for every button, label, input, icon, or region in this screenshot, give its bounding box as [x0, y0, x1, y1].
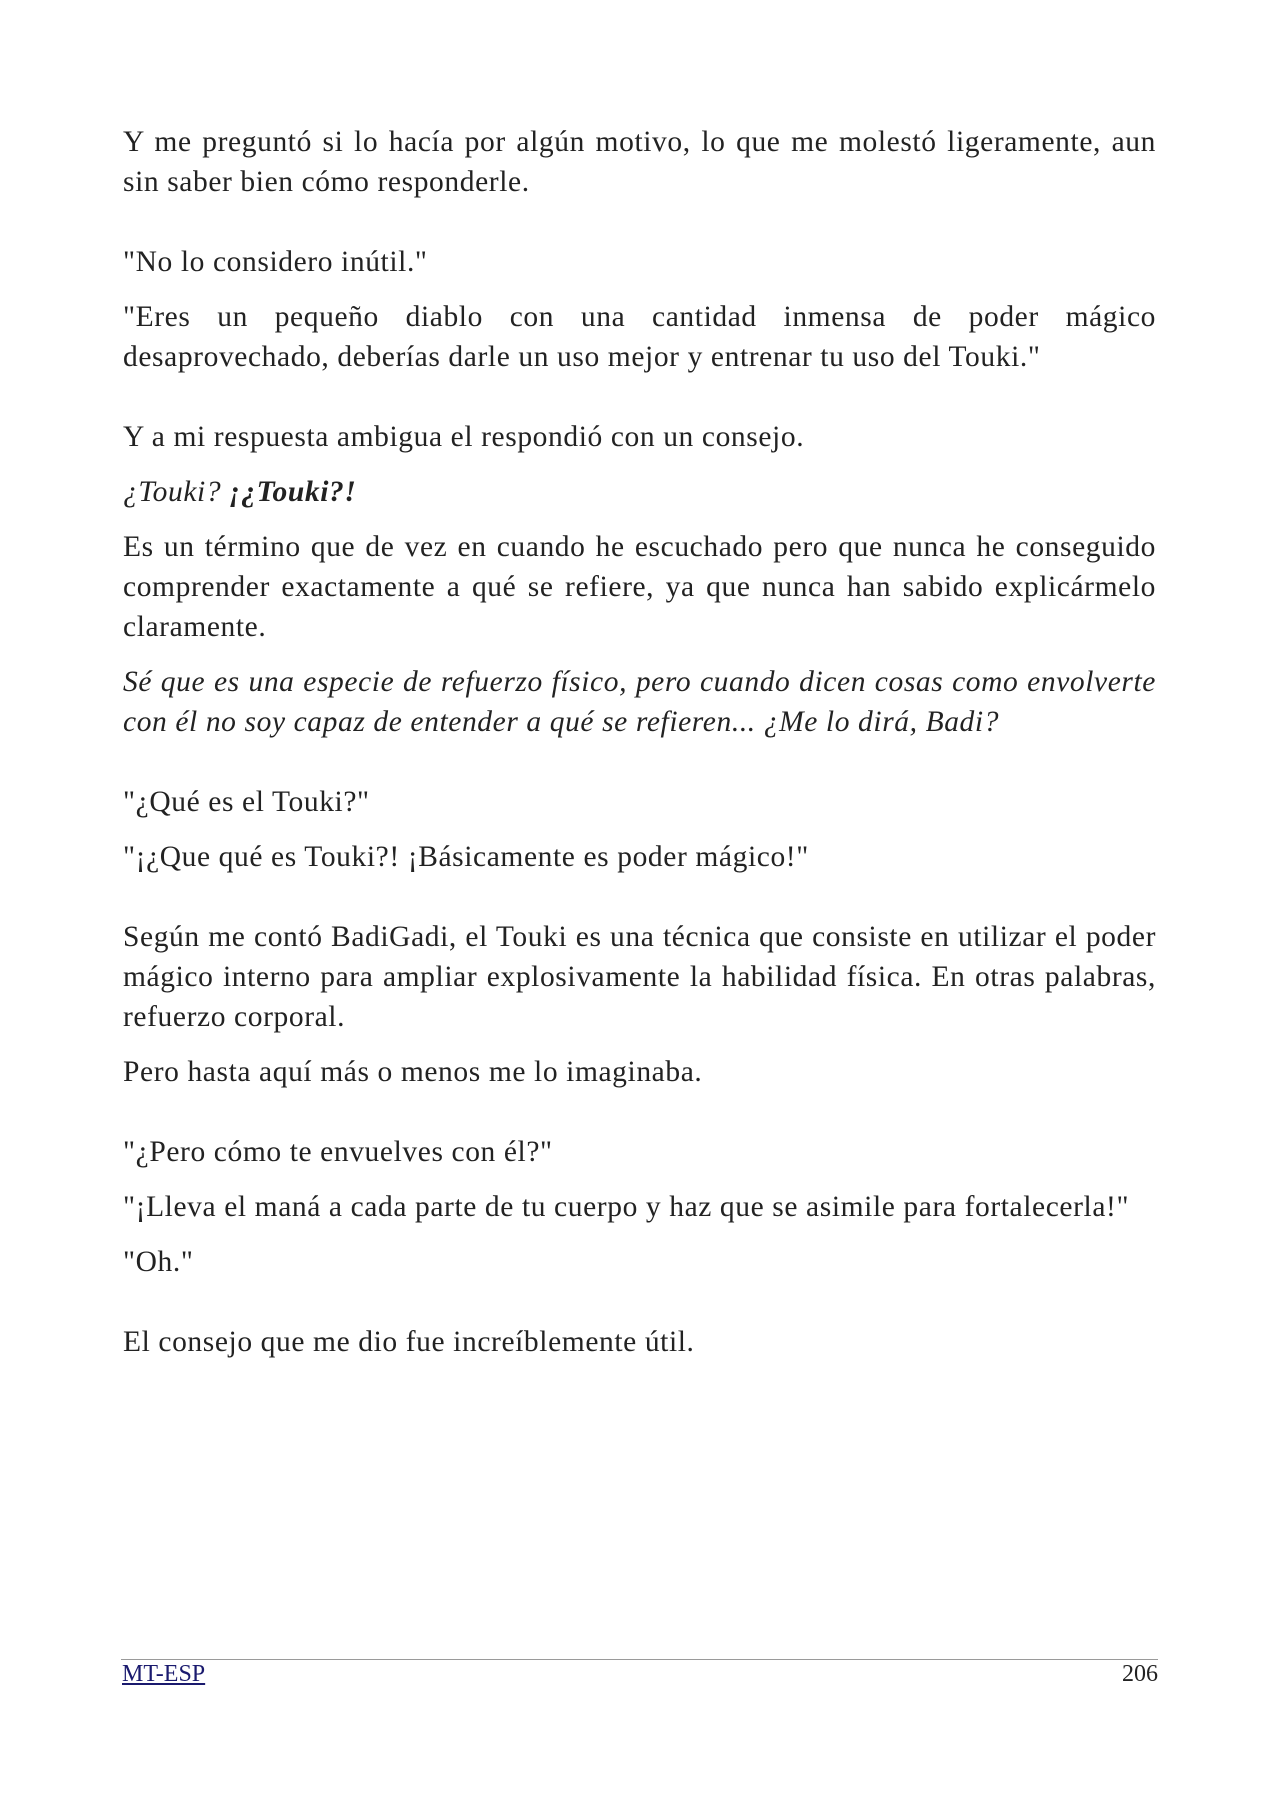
- paragraph: Y a mi respuesta ambigua el respondió con un consejo.: [123, 421, 805, 453]
- paragraph: El consejo que me dio fue increíblemente útil.: [123, 1326, 695, 1358]
- paragraph: Es un término que de vez en cuando he escuchado pero que nunca he conseguido comprender exactamente a qué se refiere, ya que nunca han sabido explicármelo claramente.: [123, 531, 1156, 643]
- footer-link[interactable]: MT-ESP: [122, 1661, 206, 1687]
- paragraph: Según me contó BadiGadi, el Touki es una técnica que consiste en utilizar el poder mágico interno para ampliar explosivamente la habilidad física. En otras palabras, refuerzo corporal.: [123, 921, 1156, 1033]
- page-body: [123, 122, 1156, 1377]
- dialogue-line: "Oh.": [123, 1246, 194, 1278]
- dialogue-line: "¡Lleva el maná a cada parte de tu cuerpo y haz que se asimile para fortalecerla!": [123, 1191, 1130, 1223]
- inner-thought-emphasis: ¡¿Touki?!: [229, 476, 357, 508]
- dialogue-line: "¡¿Que qué es Touki?! ¡Básicamente es poder mágico!": [123, 841, 809, 873]
- dialogue-line: "¿Qué es el Touki?": [123, 786, 370, 818]
- inner-thought: [123, 472, 1156, 512]
- dialogue-line: "Eres un pequeño diablo con una cantidad inmensa de poder mágico desaprovechado, deberías darle un uso mejor y entrenar tu uso del Touki.": [123, 301, 1156, 373]
- dialogue-line: "¿Pero cómo te envuelves con él?": [123, 1136, 553, 1168]
- paragraph: Pero hasta aquí más o menos me lo imaginaba.: [123, 1056, 703, 1088]
- page-footer: [121, 1659, 1158, 1687]
- page-number: 206: [1122, 1661, 1158, 1687]
- inner-thought-part: ¿Touki?: [123, 476, 230, 508]
- inner-thought: Sé que es una especie de refuerzo físico, pero cuando dicen cosas como envolverte con él no soy capaz de entender a qué se refieren... ¿Me lo dirá, Badi?: [123, 666, 1156, 738]
- paragraph: Y me preguntó si lo hacía por algún motivo, lo que me molestó ligeramente, aun sin saber bien cómo responderle.: [123, 126, 1156, 198]
- dialogue-line: "No lo considero inútil.": [123, 246, 428, 278]
